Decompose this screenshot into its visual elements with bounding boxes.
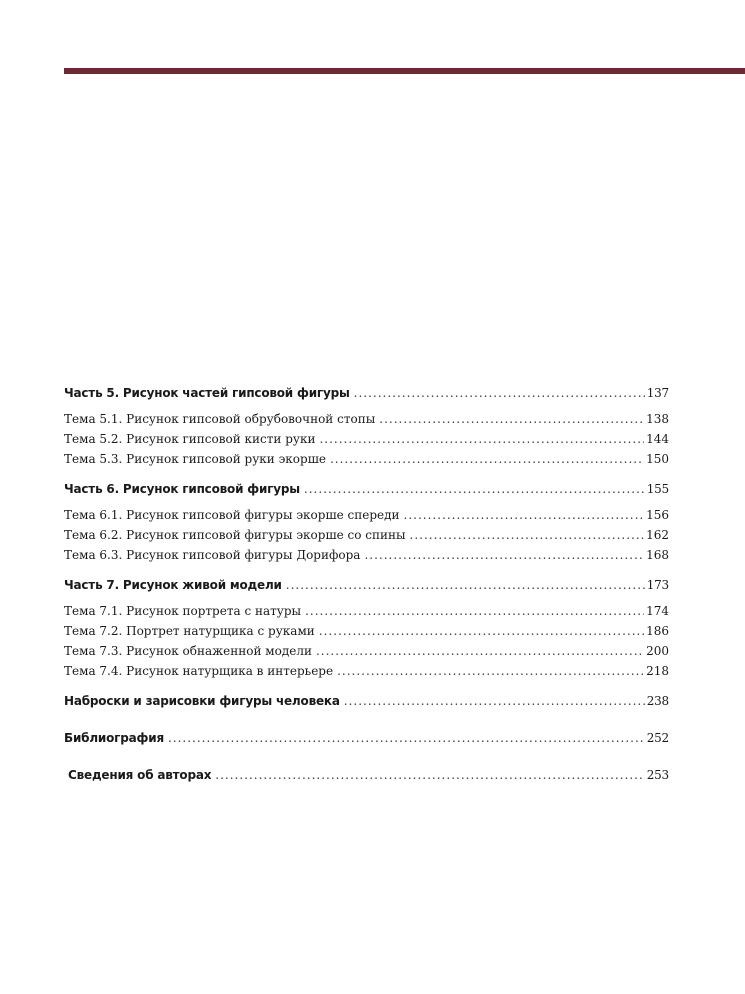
toc-topic-7-4[interactable] — [64, 661, 669, 681]
leader-dots — [404, 505, 645, 525]
leader-dots — [344, 691, 645, 711]
leader-dots — [330, 449, 644, 469]
toc-page-number: 137 — [646, 386, 669, 400]
toc-entry-label: Тема 5.1. Рисунок гипсовой обрубовочной стопы — [64, 412, 376, 426]
toc-topic-7-3[interactable] — [64, 641, 669, 661]
toc-topic-7-2[interactable] — [64, 621, 669, 641]
toc-entry-label: Часть 5. Рисунок частей гипсовой фигуры — [64, 386, 350, 400]
table-of-contents — [64, 383, 669, 785]
toc-entry-label: Тема 5.3. Рисунок гипсовой руки экорше — [64, 452, 326, 466]
leader-dots — [319, 429, 644, 449]
leader-dots — [337, 661, 644, 681]
toc-page-number: 156 — [646, 508, 669, 522]
header-rule — [64, 68, 745, 74]
toc-entry-label: Тема 6.1. Рисунок гипсовой фигуры экорше спереди — [64, 508, 400, 522]
toc-part-5[interactable] — [64, 383, 669, 403]
toc-topic-5-3[interactable] — [64, 449, 669, 469]
toc-page-number: 150 — [646, 452, 669, 466]
toc-entry-label: Тема 6.2. Рисунок гипсовой фигуры экорше со спины — [64, 528, 406, 542]
toc-authors[interactable] — [64, 765, 669, 785]
toc-page-number: 253 — [646, 768, 669, 782]
leader-dots — [316, 641, 644, 661]
toc-topic-6-2[interactable] — [64, 525, 669, 545]
toc-topic-5-2[interactable] — [64, 429, 669, 449]
toc-page-number: 138 — [646, 412, 669, 426]
toc-page-number: 144 — [646, 432, 669, 446]
toc-page-number: 252 — [646, 731, 669, 745]
toc-sketches[interactable] — [64, 691, 669, 711]
toc-part-7[interactable] — [64, 575, 669, 595]
toc-topic-6-1[interactable] — [64, 505, 669, 525]
toc-entry-label: Часть 6. Рисунок гипсовой фигуры — [64, 482, 300, 496]
toc-entry-label: Тема 7.4. Рисунок натурщика в интерьере — [64, 664, 334, 678]
toc-page-number: 174 — [646, 604, 669, 618]
toc-entry-label: Тема 5.2. Рисунок гипсовой кисти руки — [64, 432, 316, 446]
leader-dots — [379, 409, 644, 429]
toc-entry-label: Тема 7.2. Портрет натурщика с руками — [64, 624, 315, 638]
toc-entry-label: Тема 7.3. Рисунок обнаженной модели — [64, 644, 312, 658]
toc-topic-5-1[interactable] — [64, 409, 669, 429]
leader-dots — [354, 383, 645, 403]
toc-bibliography[interactable] — [64, 728, 669, 748]
toc-page-number: 162 — [646, 528, 669, 542]
toc-entry-label: Тема 6.3. Рисунок гипсовой фигуры Дорифора — [64, 548, 361, 562]
leader-dots — [215, 765, 644, 785]
toc-entry-label: Библиография — [64, 731, 164, 745]
leader-dots — [304, 479, 645, 499]
toc-page-number: 238 — [646, 694, 669, 708]
toc-entry-label: Тема 7.1. Рисунок портрета с натуры — [64, 604, 302, 618]
toc-page-number: 218 — [646, 664, 669, 678]
toc-entry-label: Часть 7. Рисунок живой модели — [64, 578, 282, 592]
toc-topic-6-3[interactable] — [64, 545, 669, 565]
toc-entry-label: Наброски и зарисовки фигуры человека — [64, 694, 340, 708]
leader-dots — [410, 525, 645, 545]
leader-dots — [286, 575, 645, 595]
leader-dots — [305, 601, 644, 621]
toc-topic-7-1[interactable] — [64, 601, 669, 621]
toc-page-number: 155 — [646, 482, 669, 496]
leader-dots — [168, 728, 645, 748]
toc-page-number: 186 — [646, 624, 669, 638]
toc-part-6[interactable] — [64, 479, 669, 499]
toc-entry-label: Сведения об авторах — [68, 768, 212, 782]
toc-page-number: 168 — [646, 548, 669, 562]
leader-dots — [364, 545, 644, 565]
leader-dots — [319, 621, 644, 641]
toc-page-number: 200 — [646, 644, 669, 658]
toc-page-number: 173 — [646, 578, 669, 592]
